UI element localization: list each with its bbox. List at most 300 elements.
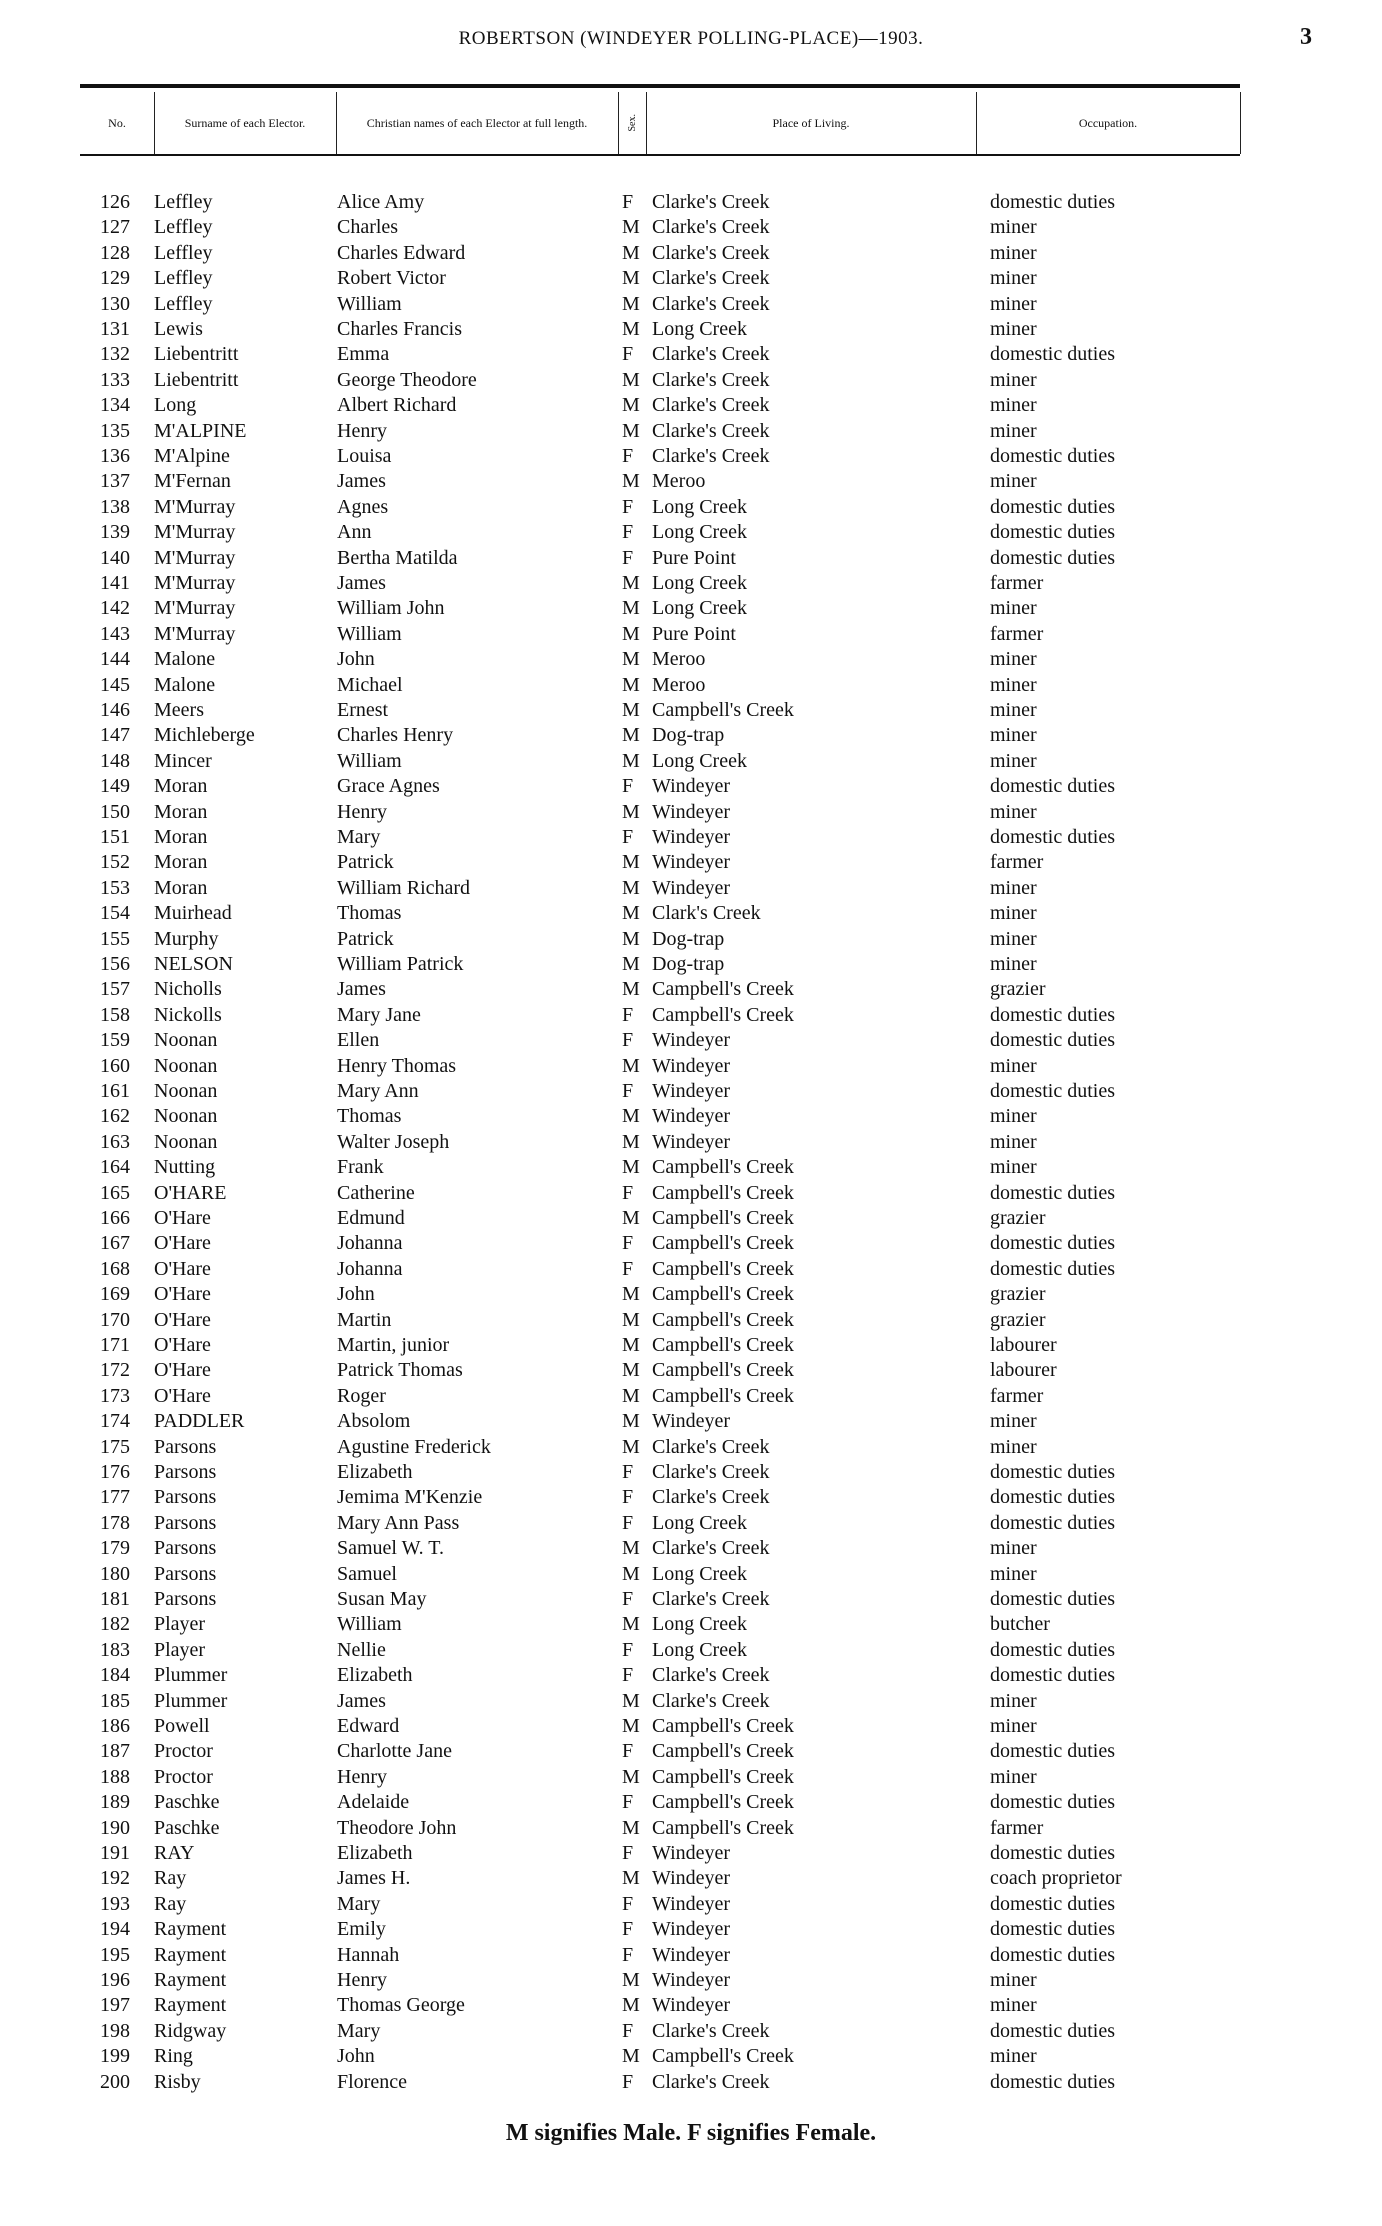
table-row [0, 596, 1382, 621]
elector-number: 137 [100, 470, 130, 493]
elector-sex: M [622, 216, 640, 239]
elector-place-of-living: Meroo [652, 673, 706, 696]
elector-occupation: domestic duties [990, 2070, 1115, 2093]
elector-occupation: miner [990, 267, 1037, 290]
elector-surname: Powell [154, 1715, 210, 1737]
elector-place-of-living: Clark's Creek [652, 902, 761, 925]
page-title: ROBERTSON (WINDEYER POLLING-PLACE)—1903. [458, 28, 924, 49]
elector-number: 186 [100, 1715, 130, 1737]
elector-surname: Ray [154, 1892, 187, 1915]
elector-sex: M [622, 902, 640, 925]
table-row [0, 2044, 1382, 2069]
elector-occupation: miner [990, 1537, 1037, 1560]
table-row [0, 469, 1382, 494]
table-row [0, 1816, 1382, 1841]
elector-place-of-living: Clarke's Creek [652, 1486, 770, 1509]
elector-christian-names: William [337, 1613, 402, 1636]
elector-surname: Parsons [154, 1588, 217, 1610]
table-row [0, 1282, 1382, 1307]
elector-sex: F [622, 1740, 634, 1763]
elector-surname: O'Hare [154, 1207, 211, 1229]
elector-christian-names: Mary Ann Pass [337, 1511, 460, 1534]
elector-christian-names: Bertha Matilda [337, 546, 458, 569]
elector-number: 130 [100, 292, 130, 315]
elector-sex: F [622, 2070, 634, 2093]
elector-sex: M [622, 749, 640, 772]
elector-occupation: domestic duties [990, 1461, 1115, 1483]
table-row [0, 977, 1382, 1002]
header-place [646, 92, 976, 154]
elector-place-of-living: Campbell's Creek [652, 978, 794, 1001]
elector-number: 184 [100, 1664, 130, 1687]
elector-sex: F [622, 1511, 634, 1534]
elector-surname: Liebentritt [154, 343, 239, 366]
elector-christian-names: Susan May [337, 1588, 427, 1610]
elector-surname: Leffley [154, 216, 213, 239]
elector-surname: Ray [154, 1867, 187, 1890]
elector-sex: M [622, 1435, 640, 1458]
elector-christian-names: James [337, 978, 386, 1001]
table-row [0, 927, 1382, 952]
elector-occupation: miner [990, 1994, 1037, 2017]
elector-number: 134 [100, 394, 130, 417]
elector-sex: F [622, 1232, 634, 1255]
elector-place-of-living: Long Creek [652, 597, 747, 620]
elector-place-of-living: Windeyer [652, 1054, 731, 1077]
elector-place-of-living: Windeyer [652, 876, 731, 899]
elector-surname: O'Hare [154, 1232, 211, 1255]
elector-sex: F [622, 1588, 634, 1610]
table-row [0, 1155, 1382, 1180]
elector-surname: Parsons [154, 1435, 217, 1458]
table-row [0, 1511, 1382, 1536]
elector-surname: Proctor [154, 1765, 213, 1788]
elector-occupation: miner [990, 394, 1037, 417]
elector-place-of-living: Long Creek [652, 1613, 747, 1636]
elector-surname: M'Murray [154, 495, 236, 518]
elector-occupation: labourer [990, 1359, 1057, 1382]
elector-sex: F [622, 1918, 634, 1941]
elector-number: 143 [100, 622, 130, 645]
elector-place-of-living: Clarke's Creek [652, 241, 770, 264]
elector-occupation: domestic duties [990, 1003, 1115, 1026]
elector-christian-names: Agustine Frederick [337, 1435, 491, 1458]
elector-place-of-living: Campbell's Creek [652, 1156, 794, 1179]
elector-sex: M [622, 1054, 640, 1077]
elector-christian-names: Michael [337, 673, 403, 696]
elector-sex: M [622, 876, 640, 899]
elector-christian-names: Edward [337, 1715, 400, 1737]
elector-christian-names: William [337, 622, 402, 645]
elector-place-of-living: Windeyer [652, 1918, 731, 1941]
elector-sex: M [622, 1384, 640, 1407]
elector-sex: M [622, 394, 640, 417]
elector-place-of-living: Clarke's Creek [652, 216, 770, 239]
elector-christian-names: Hannah [337, 1943, 400, 1966]
elector-surname: Paschke [154, 1791, 220, 1814]
table-row [0, 1663, 1382, 1688]
table-row [0, 1206, 1382, 1231]
elector-number: 162 [100, 1105, 130, 1128]
header-no-label: No. [108, 115, 126, 130]
elector-christian-names: Charles Edward [337, 241, 466, 264]
elector-place-of-living: Clarke's Creek [652, 343, 770, 366]
elector-sex: M [622, 1689, 640, 1712]
elector-christian-names: Elizabeth [337, 1461, 413, 1483]
elector-surname: Malone [154, 673, 216, 696]
elector-number: 198 [100, 2019, 130, 2042]
elector-sex: F [622, 1486, 634, 1509]
elector-christian-names: Henry Thomas [337, 1054, 457, 1077]
table-row [0, 1003, 1382, 1028]
elector-place-of-living: Clarke's Creek [652, 419, 770, 442]
elector-sex: M [622, 1613, 640, 1636]
elector-occupation: domestic duties [990, 191, 1115, 213]
elector-christian-names: Ann [337, 521, 372, 544]
table-row [0, 1638, 1382, 1663]
elector-christian-names: Absolom [337, 1410, 411, 1433]
elector-sex: M [622, 953, 640, 975]
elector-place-of-living: Clarke's Creek [652, 1461, 770, 1483]
elector-christian-names: George Theodore [337, 368, 477, 391]
elector-place-of-living: Windeyer [652, 1105, 731, 1128]
elector-occupation: miner [990, 1765, 1037, 1788]
elector-sex: F [622, 1080, 634, 1102]
table-row [0, 190, 1382, 215]
elector-sex: M [622, 597, 640, 620]
elector-place-of-living: Campbell's Creek [652, 1740, 794, 1763]
elector-occupation: miner [990, 1715, 1037, 1737]
elector-sex: F [622, 546, 634, 569]
elector-sex: M [622, 1537, 640, 1560]
header-surname-label: Surname of each Elector. [184, 115, 306, 130]
elector-occupation: domestic duties [990, 521, 1115, 544]
elector-surname: Ridgway [154, 2019, 227, 2042]
elector-christian-names: Ellen [337, 1029, 380, 1052]
elector-number: 175 [100, 1435, 130, 1458]
elector-sex: M [622, 470, 640, 493]
table-row [0, 825, 1382, 850]
elector-surname: Leffley [154, 267, 213, 290]
elector-number: 155 [100, 927, 130, 950]
elector-occupation: farmer [990, 1816, 1044, 1839]
elector-number: 197 [100, 1994, 130, 2017]
elector-place-of-living: Clarke's Creek [652, 2019, 770, 2042]
elector-occupation: farmer [990, 1384, 1044, 1407]
elector-christian-names: John [337, 648, 375, 671]
table-row [0, 698, 1382, 723]
elector-sex: M [622, 622, 640, 645]
elector-place-of-living: Windeyer [652, 1130, 731, 1153]
elector-surname: O'Hare [154, 1257, 211, 1280]
page-number: 3 [1300, 24, 1312, 50]
elector-occupation: miner [990, 673, 1037, 696]
elector-sex: F [622, 445, 634, 467]
elector-number: 156 [100, 953, 130, 975]
elector-christian-names: James [337, 572, 386, 594]
elector-number: 131 [100, 318, 130, 340]
header-surname [154, 92, 336, 154]
elector-place-of-living: Windeyer [652, 1080, 731, 1102]
elector-christian-names: William Patrick [337, 953, 464, 975]
elector-number: 144 [100, 648, 130, 671]
table-row [0, 1257, 1382, 1282]
table-row [0, 571, 1382, 596]
elector-number: 167 [100, 1232, 130, 1255]
elector-christian-names: Henry [337, 1969, 387, 1991]
elector-christian-names: Henry [337, 419, 387, 442]
elector-surname: Moran [154, 876, 208, 899]
elector-place-of-living: Clarke's Creek [652, 2070, 770, 2093]
elector-sex: F [622, 1664, 634, 1687]
elector-surname: Noonan [154, 1105, 218, 1128]
elector-sex: F [622, 1257, 634, 1280]
elector-number: 165 [100, 1181, 130, 1204]
elector-surname: M'Fernan [154, 470, 231, 493]
elector-place-of-living: Windeyer [652, 1892, 731, 1915]
elector-number: 160 [100, 1054, 130, 1077]
elector-christian-names: Alice Amy [337, 191, 425, 213]
table-row [0, 546, 1382, 571]
elector-number: 200 [100, 2070, 130, 2093]
header-divider [1240, 92, 1241, 154]
elector-christian-names: Henry [337, 1765, 387, 1788]
elector-number: 194 [100, 1918, 130, 1941]
elector-sex: M [622, 648, 640, 671]
table-row [0, 850, 1382, 875]
elector-occupation: domestic duties [990, 2019, 1115, 2042]
elector-occupation: farmer [990, 851, 1044, 874]
elector-number: 177 [100, 1486, 130, 1509]
elector-surname: Nickolls [154, 1003, 222, 1026]
elector-occupation: miner [990, 800, 1037, 823]
elector-occupation: miner [990, 953, 1037, 975]
elector-christian-names: Ernest [337, 699, 389, 721]
elector-number: 153 [100, 876, 130, 899]
elector-occupation: miner [990, 724, 1037, 747]
elector-occupation: miner [990, 902, 1037, 925]
elector-place-of-living: Campbell's Creek [652, 1715, 794, 1737]
header-christian [336, 92, 618, 154]
elector-place-of-living: Pure Point [652, 546, 736, 569]
header-divider [336, 92, 337, 154]
elector-occupation: miner [990, 1156, 1037, 1179]
elector-place-of-living: Campbell's Creek [652, 1359, 794, 1382]
elector-sex: M [622, 1130, 640, 1153]
table-row [0, 1943, 1382, 1968]
elector-sex: M [622, 1562, 640, 1585]
elector-christian-names: Walter Joseph [337, 1130, 450, 1153]
elector-christian-names: Patrick [337, 927, 394, 950]
elector-christian-names: Mary Jane [337, 1003, 421, 1026]
elector-sex: M [622, 851, 640, 874]
elector-occupation: miner [990, 1969, 1037, 1991]
elector-sex: M [622, 572, 640, 594]
elector-place-of-living: Campbell's Creek [652, 1308, 794, 1331]
elector-surname: Noonan [154, 1029, 218, 1052]
elector-place-of-living: Campbell's Creek [652, 1283, 794, 1306]
elector-place-of-living: Long Creek [652, 495, 747, 518]
elector-number: 152 [100, 851, 130, 874]
header-sex-label: Sex. [626, 114, 638, 132]
elector-christian-names: Elizabeth [337, 1842, 413, 1864]
sex-legend: M signifies Male. F signifies Female. [505, 2120, 877, 2146]
elector-occupation: miner [990, 368, 1037, 391]
elector-christian-names: Louisa [337, 445, 392, 467]
elector-place-of-living: Campbell's Creek [652, 1791, 794, 1814]
table-row [0, 317, 1382, 342]
elector-occupation: domestic duties [990, 1740, 1115, 1763]
elector-surname: Parsons [154, 1486, 217, 1509]
elector-number: 146 [100, 699, 130, 721]
table-row [0, 215, 1382, 240]
table-row [0, 952, 1382, 977]
elector-surname: Michleberge [154, 724, 255, 747]
elector-occupation: miner [990, 1435, 1037, 1458]
elector-surname: M'Murray [154, 521, 236, 544]
header-top-rule [80, 84, 1240, 88]
elector-sex: M [622, 800, 640, 823]
elector-surname: Malone [154, 648, 216, 671]
elector-christian-names: Frank [337, 1156, 384, 1179]
elector-surname: Meers [154, 699, 204, 721]
elector-sex: F [622, 1791, 634, 1814]
elector-place-of-living: Dog-trap [652, 953, 725, 975]
elector-surname: Leffley [154, 191, 213, 213]
elector-christian-names: William [337, 292, 402, 315]
elector-place-of-living: Campbell's Creek [652, 1003, 794, 1026]
elector-sex: M [622, 267, 640, 290]
elector-occupation: miner [990, 318, 1037, 340]
elector-christian-names: Charles Henry [337, 724, 454, 747]
elector-place-of-living: Campbell's Creek [652, 1816, 794, 1839]
elector-number: 168 [100, 1257, 130, 1280]
elector-surname: O'Hare [154, 1283, 211, 1306]
elector-sex: M [622, 1969, 640, 1991]
elector-sex: F [622, 1461, 634, 1483]
elector-christian-names: Mary Ann [337, 1080, 419, 1102]
elector-occupation: butcher [990, 1613, 1050, 1636]
elector-surname: RAY [154, 1842, 195, 1864]
elector-christian-names: Emily [337, 1918, 386, 1941]
elector-sex: M [622, 1207, 640, 1229]
elector-occupation: miner [990, 927, 1037, 950]
elector-sex: M [622, 699, 640, 721]
elector-number: 129 [100, 267, 130, 290]
elector-christian-names: James H. [337, 1867, 411, 1890]
table-row [0, 520, 1382, 545]
elector-number: 174 [100, 1410, 130, 1433]
elector-sex: M [622, 1994, 640, 2017]
table-row [0, 1739, 1382, 1764]
table-row [0, 1079, 1382, 1104]
elector-number: 139 [100, 521, 130, 544]
elector-number: 148 [100, 749, 130, 772]
elector-surname: Moran [154, 775, 208, 798]
elector-christian-names: William John [337, 597, 445, 620]
elector-christian-names: Henry [337, 800, 387, 823]
elector-occupation: grazier [990, 1283, 1046, 1306]
elector-number: 149 [100, 775, 130, 798]
elector-occupation: miner [990, 241, 1037, 264]
elector-number: 189 [100, 1791, 130, 1814]
elector-surname: NELSON [154, 953, 233, 975]
elector-occupation: miner [990, 1130, 1037, 1153]
elector-place-of-living: Pure Point [652, 622, 736, 645]
elector-place-of-living: Campbell's Creek [652, 1765, 794, 1788]
elector-surname: Lewis [154, 318, 203, 340]
elector-number: 147 [100, 724, 130, 747]
elector-number: 145 [100, 673, 130, 696]
elector-number: 166 [100, 1207, 130, 1229]
table-row [0, 1866, 1382, 1891]
elector-place-of-living: Campbell's Creek [652, 1207, 794, 1229]
elector-surname: Rayment [154, 1969, 227, 1991]
elector-christian-names: Mary [337, 2019, 381, 2042]
elector-place-of-living: Clarke's Creek [652, 191, 770, 213]
elector-number: 190 [100, 1816, 130, 1839]
elector-occupation: miner [990, 1054, 1037, 1077]
table-row [0, 1968, 1382, 1993]
elector-number: 180 [100, 1562, 130, 1585]
elector-number: 199 [100, 2045, 130, 2068]
elector-surname: Muirhead [154, 902, 232, 925]
elector-occupation: domestic duties [990, 1842, 1115, 1864]
elector-place-of-living: Long Creek [652, 749, 747, 772]
elector-number: 142 [100, 597, 130, 620]
elector-sex: M [622, 368, 640, 391]
elector-place-of-living: Meroo [652, 470, 706, 493]
table-row [0, 876, 1382, 901]
elector-surname: Parsons [154, 1562, 217, 1585]
elector-sex: M [622, 673, 640, 696]
elector-number: 192 [100, 1867, 130, 1890]
elector-surname: Moran [154, 826, 208, 848]
elector-christian-names: Adelaide [337, 1791, 410, 1814]
elector-christian-names: Martin, junior [337, 1334, 450, 1356]
elector-place-of-living: Long Creek [652, 1562, 747, 1585]
elector-occupation: domestic duties [990, 1638, 1115, 1661]
elector-sex: M [622, 1334, 640, 1356]
elector-surname: M'Murray [154, 597, 236, 620]
elector-christian-names: Elizabeth [337, 1664, 413, 1687]
table-row [0, 1333, 1382, 1358]
elector-sex: M [622, 1765, 640, 1788]
elector-occupation: domestic duties [990, 1486, 1115, 1509]
elector-sex: F [622, 2019, 634, 2042]
header-no [80, 92, 154, 154]
table-row [0, 1917, 1382, 1942]
elector-christian-names: Agnes [337, 495, 389, 518]
table-row [0, 292, 1382, 317]
elector-number: 158 [100, 1003, 130, 1026]
table-row [0, 1308, 1382, 1333]
elector-christian-names: Theodore John [337, 1816, 457, 1839]
table-row [0, 368, 1382, 393]
elector-surname: Player [154, 1638, 206, 1661]
elector-occupation: domestic duties [990, 1257, 1115, 1280]
elector-sex: F [622, 191, 634, 213]
elector-christian-names: Charles [337, 216, 399, 239]
elector-number: 176 [100, 1461, 130, 1483]
header-divider [154, 92, 155, 154]
elector-place-of-living: Clarke's Creek [652, 1435, 770, 1458]
elector-christian-names: Roger [337, 1384, 386, 1407]
elector-sex: M [622, 1867, 640, 1890]
elector-place-of-living: Clarke's Creek [652, 1664, 770, 1687]
table-row [0, 1409, 1382, 1434]
elector-occupation: miner [990, 1410, 1037, 1433]
